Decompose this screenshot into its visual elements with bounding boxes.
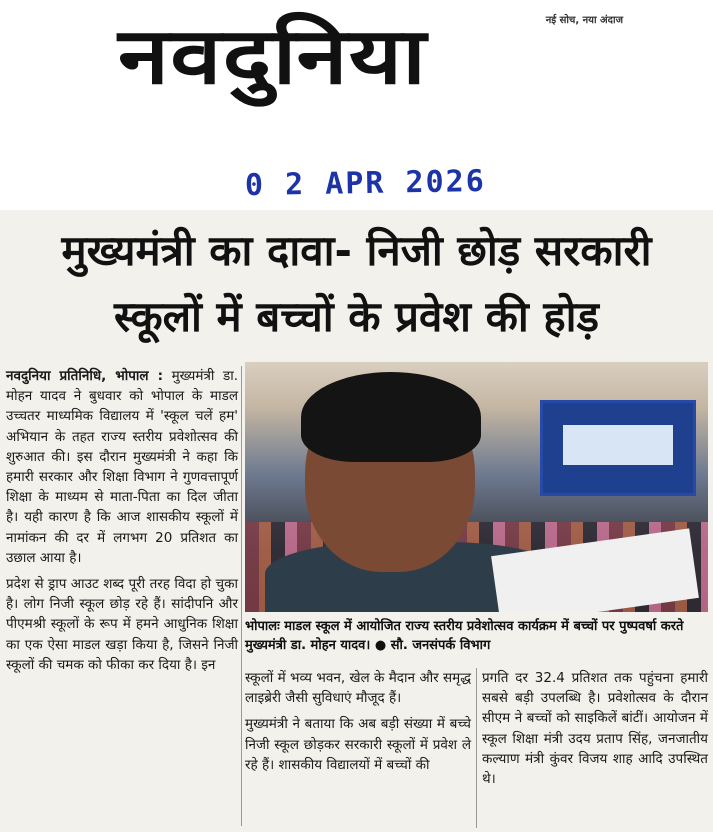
photo-caption: भोपालः माडल स्कूल में आयोजित राज्य स्तरीय प्रवेशोत्सव कार्यक्रम में बच्चों पर पुष्पवर्षा करते मुख्यमंत्री डा. मोहन यादव। ● सौ. जनसंपर्क विभाग (245, 619, 684, 653)
column-divider (241, 366, 242, 826)
headline-line-1: मुख्यमंत्री का दावा- निजी छोड़ सरकारी (61, 226, 652, 275)
masthead-tagline: नई सोच, नया अंदाज (545, 15, 623, 26)
masthead (0, 0, 713, 160)
photo-stage-screen (540, 400, 696, 496)
headline (0, 218, 713, 350)
article-column-1 (6, 366, 238, 681)
byline: नवदुनिया प्रतिनिधि, भोपाल : (6, 368, 163, 384)
article-paragraph: मुख्यमंत्री ने बताया कि अब बड़ी संख्या में बच्चे निजी स्कूल छोड़कर सरकारी स्कूलों में प्रवेश ले रहे हैं। शासकीय विद्यालयों में बच्चों की (245, 716, 471, 773)
column-divider (476, 668, 477, 828)
date-stamp: 0 2 APR 2026 (244, 163, 487, 204)
newspaper-logo: नवदुनिया (118, 12, 428, 102)
article-column-2 (245, 668, 471, 781)
news-photo (245, 362, 708, 612)
article-paragraph (6, 366, 238, 568)
photo-person-hair (301, 372, 481, 462)
article-text: मुख्यमंत्री डा. मोहन यादव ने बुधवार को भोपाल के माडल उच्चतर माध्यमिक विद्यालय में 'स्कूल चलें हम' अभियान के तहत राज्य स्तरीय प्रवेशोत्सव की शुरुआत की। इस दौरान मुख्यमंत्री ने कहा कि हमारी सरकार और शिक्षा विभाग ने गुणवत्तापूर्ण शिक्षा के माध्यम से माता-पिता का दिल जीता है। यही कारण है कि आज शासकीय स्कूलों में नामांकन की दर में लगभग 20 प्रतिशत का उछाल आया है। (6, 368, 239, 566)
article-paragraph: स्कूलों में भव्य भवन, खेल के मैदान और समृद्ध लाइब्रेरी जैसी सुविधाएं मौजूद हैं। (245, 670, 471, 707)
article-column-3 (482, 668, 708, 795)
article-paragraph: प्रदेश से ड्राप आउट शब्द पूरी तरह विदा हो चुका है। लोग निजी स्कूल छोड़ रहे हैं। सांदीपनि और पीएमश्री स्कूलों के रूप में हमने आधुनिक शिक्षा का एक ऐसा माडल खड़ा किया है, जिसने निजी स्कूलों की चमक को फीका कर दिया है। इन (6, 576, 238, 673)
article-paragraph: प्रगति दर 32.4 प्रतिशत तक पहुंचना हमारी सबसे बड़ी उपलब्धि है। प्रवेशोत्सव के दौरान सीएम ने बच्चों को साइकिलें बांटीं। आयोजन में स्कूल शिक्षा मंत्री उदय प्रताप सिंह, जनजातीय कल्याण मंत्री कुंवर विजय शाह आदि उपस्थित थे। (482, 670, 708, 788)
headline-line-2: स्कूलों में बच्चों के प्रवेश की होड़ (113, 292, 599, 341)
